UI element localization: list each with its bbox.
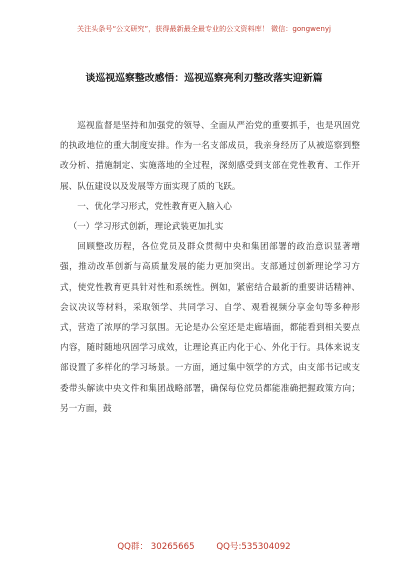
header-banner: 关注头条号“公文研究”，获得最新最全最专业的公文资料库！ 微信：gongwenyj: [77, 24, 331, 33]
subsection-heading: （一）学习形式创新，理论武装更加扎实: [68, 222, 224, 233]
footer-contact: QQ群： 30265665 QQ号:535304092: [117, 542, 291, 552]
document-body: [60, 116, 360, 419]
section-heading: 一、优化学习形式，党性教育更入脑入心: [77, 201, 232, 212]
intro-paragraph: 巡视监督是坚持和加强党的领导、全面从严治党的重要抓手，也是巩固党的执政地位的重大制度安排。作为一名支部成员，我亲身经历了从被巡察到整改分析、措施制定、实施落地的全过程，深刻感受到支部在党性教育、工作开展、队伍建设以及发展等方面实现了质的飞跃。: [60, 121, 360, 192]
body-paragraph: 回顾整改历程，各位党员及群众贯彻中央和集团部署的政治意识显著增强，推动改革创新与高质量发展的能力更加突出。支部通过创新理论学习方式，使党性教育更具针对性和系统性。例如，紧密结合最新的重要讲话精神、会议决议等材料，采取领学、共同学习、自学、观看视频分享金句等多种形式，营造了浓厚的学习氛围。无论是办公室还是走廊墙面，都能看到相关要点内容，随时随地巩固学习成效，让理论真正内化于心、外化于行。具体来说支部设置了多样化的学习场景。一方面，通过集中领学的方式，由支部书记或支委带头解读中央文件和集团战略部署，确保每位党员都能准确把握政策方向；另一方面，鼓: [60, 242, 360, 414]
document-title: 谈巡视巡察整改感悟：巡视巡察亮利刃整改落实迎新篇: [85, 73, 323, 84]
